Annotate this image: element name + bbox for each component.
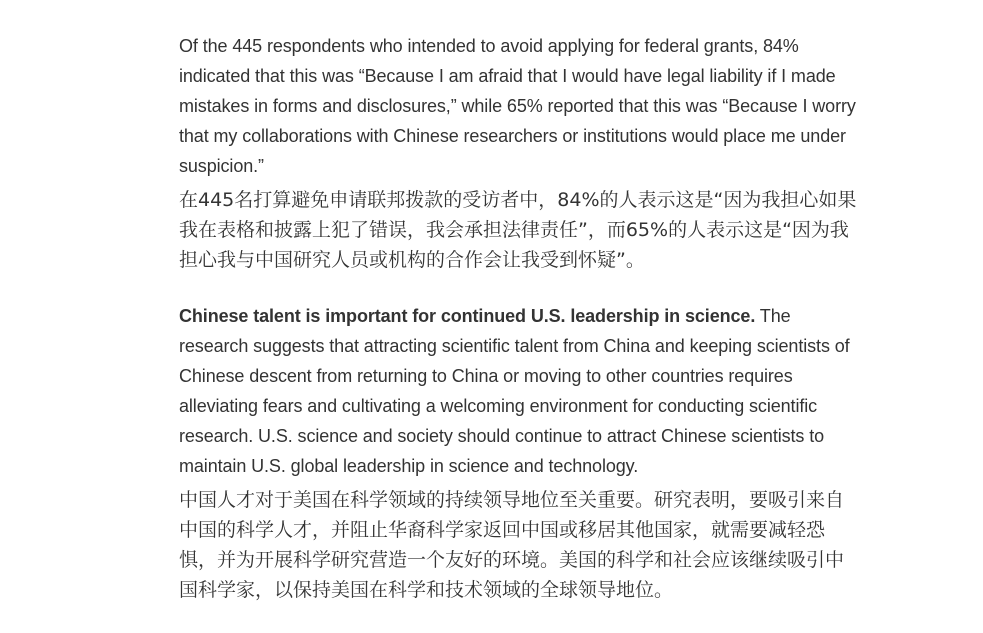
paragraph-chinese-survey: 在445名打算避免申请联邦拨款的受访者中，84%的人表示这是“因为我担心如果我在表格和披露上犯了错误，我会承担法律责任”，而65%的人表示这是“因为我担心我与中国研究人员或机构的合作会让我受到怀疑”。 (179, 189, 857, 271)
paragraph-chinese-talent: 中国人才对于美国在科学领域的持续领导地位至关重要。研究表明，要吸引来自中国的科学人才，并阻止华裔科学家返回中国或移居其他国家，就需要减轻恐惧，并为开展科学研究营造一个友好的环境。美国的科学和社会应该继续吸引中国科学家，以保持美国在科学和技术领域的全球领导地位。 (179, 489, 845, 601)
paragraph-english-survey: Of the 445 respondents who intended to avoid applying for federal grants, 84% indicated that this was “Because I am afraid that I would have legal liability if I made mistakes in forms and disclosures,” while 65% reported that this was “Because I worry that my collaborations with Chinese researchers or institutions would place me under suspicion.” (179, 36, 856, 176)
paragraph-lead-heading: Chinese talent is important for continued U.S. leadership in science. (179, 306, 756, 326)
article-body (179, 31, 859, 605)
paragraph-english-talent-body: The research suggests that attracting scientific talent from China and keeping scientists of Chinese descent from returning to China or moving to other countries requires alleviating fears and cultivating a welcoming environment for conducting scientific research. U.S. science and society should continue to attract Chinese scientists to maintain U.S. global leadership in science and technology. (179, 306, 850, 476)
paragraph-english-talent (179, 301, 859, 481)
